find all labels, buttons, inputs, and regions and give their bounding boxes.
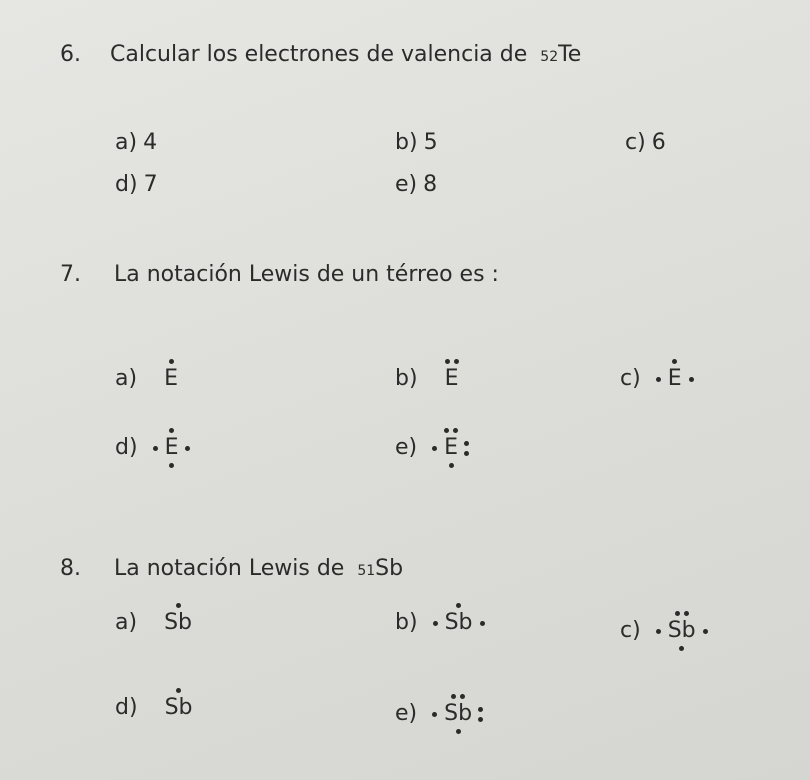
q8-option-e[interactable] [395, 703, 486, 725]
q7-option-b[interactable] [395, 368, 472, 390]
electron-dot [451, 694, 456, 699]
electron-dot [656, 629, 661, 634]
q6-option-d-value: 7 [143, 172, 158, 197]
q7-option-a[interactable] [115, 368, 192, 390]
electron-dot [478, 707, 483, 712]
q8-option-c-letter: c) [620, 618, 641, 643]
question-6-number: 6. [60, 42, 81, 67]
q6-option-e-letter: e) [395, 172, 418, 197]
electron-dot [672, 359, 677, 364]
q8-option-b-letter: b) [395, 610, 418, 635]
q7-option-d-letter: d) [115, 435, 138, 460]
q7-option-c-lewis [654, 368, 696, 390]
lewis-symbol: E [667, 366, 682, 391]
q6-option-e[interactable] [395, 174, 437, 196]
electron-dot [456, 729, 461, 734]
q6-option-c-letter: c) [625, 130, 646, 155]
question-8-subscript: 51 [357, 563, 376, 579]
electron-dot [449, 463, 454, 468]
electron-dot [169, 463, 174, 468]
electron-dot [453, 428, 458, 433]
q6-option-b-value: 5 [423, 130, 438, 155]
q6-option-d-letter: d) [115, 172, 138, 197]
electron-dot [460, 694, 465, 699]
q8-option-c[interactable] [620, 620, 710, 642]
q6-option-a-letter: a) [115, 130, 138, 155]
lewis-symbol: Sb [164, 695, 193, 720]
q6-option-b-letter: b) [395, 130, 418, 155]
electron-dot [432, 712, 437, 717]
electron-dot [656, 377, 661, 382]
electron-dot [684, 611, 689, 616]
q8-option-a-letter: a) [115, 610, 138, 635]
q8-option-c-lewis [654, 620, 710, 642]
q7-option-d[interactable] [115, 437, 192, 459]
q8-option-b[interactable] [395, 612, 487, 634]
q8-option-a-lewis [150, 612, 206, 634]
q7-option-a-lewis [150, 368, 192, 390]
lewis-symbol: E [444, 366, 459, 391]
electron-dot [478, 717, 483, 722]
electron-dot [444, 428, 449, 433]
q7-option-c[interactable] [620, 368, 696, 390]
lewis-symbol: Sb [164, 610, 193, 635]
question-8-title [60, 556, 403, 581]
electron-dot [433, 621, 438, 626]
q6-option-a[interactable] [115, 132, 157, 154]
q7-option-c-letter: c) [620, 366, 641, 391]
electron-dot [176, 688, 181, 693]
lewis-symbol: E [444, 435, 459, 460]
question-6-title [60, 42, 581, 67]
electron-dot [176, 603, 181, 608]
q7-option-d-lewis [151, 437, 193, 459]
electron-dot [464, 451, 469, 456]
q6-option-d[interactable] [115, 174, 158, 196]
q7-option-b-lewis [431, 368, 473, 390]
lewis-symbol: Sb [444, 610, 473, 635]
electron-dot [185, 446, 190, 451]
q6-option-b[interactable] [395, 132, 438, 154]
question-7-number: 7. [60, 262, 81, 287]
question-8-number: 8. [60, 556, 81, 581]
q8-option-d[interactable] [115, 697, 207, 719]
lewis-symbol: Sb [667, 618, 696, 643]
q7-option-a-letter: a) [115, 366, 138, 391]
q7-option-e-lewis [430, 437, 472, 459]
question-6-text: Calcular los electrones de valencia de [110, 42, 528, 67]
electron-dot [464, 441, 469, 446]
q6-option-c-value: 6 [651, 130, 666, 155]
q8-option-d-lewis [151, 697, 207, 719]
question-6-subscript: 52 [540, 49, 559, 65]
electron-dot [679, 646, 684, 651]
q7-option-e-letter: e) [395, 435, 418, 460]
electron-dot [689, 377, 694, 382]
q6-option-a-value: 4 [143, 130, 158, 155]
q8-option-a[interactable] [115, 612, 206, 634]
lewis-symbol: E [164, 435, 179, 460]
electron-dot [432, 446, 437, 451]
electron-dot [480, 621, 485, 626]
lewis-symbol: E [164, 366, 178, 391]
electron-dot [456, 603, 461, 608]
question-6-symbol: Te [558, 42, 582, 67]
question-8-text: La notación Lewis de [114, 556, 345, 581]
question-7-title [60, 262, 499, 287]
question-8-symbol: Sb [375, 556, 404, 581]
lewis-symbol: Sb [444, 701, 473, 726]
electron-dot [454, 359, 459, 364]
q8-option-e-lewis [430, 703, 486, 725]
electron-dot [153, 446, 158, 451]
q6-option-e-value: 8 [423, 172, 438, 197]
q8-option-e-letter: e) [395, 701, 418, 726]
q7-option-b-letter: b) [395, 366, 418, 391]
electron-dot [169, 428, 174, 433]
question-7-text: La notación Lewis de un térreo es : [114, 262, 499, 287]
electron-dot [675, 611, 680, 616]
electron-dot [703, 629, 708, 634]
q7-option-e[interactable] [395, 437, 472, 459]
q6-option-c[interactable] [625, 132, 666, 154]
q8-option-d-letter: d) [115, 695, 138, 720]
electron-dot [169, 359, 174, 364]
q8-option-b-lewis [431, 612, 487, 634]
electron-dot [445, 359, 450, 364]
